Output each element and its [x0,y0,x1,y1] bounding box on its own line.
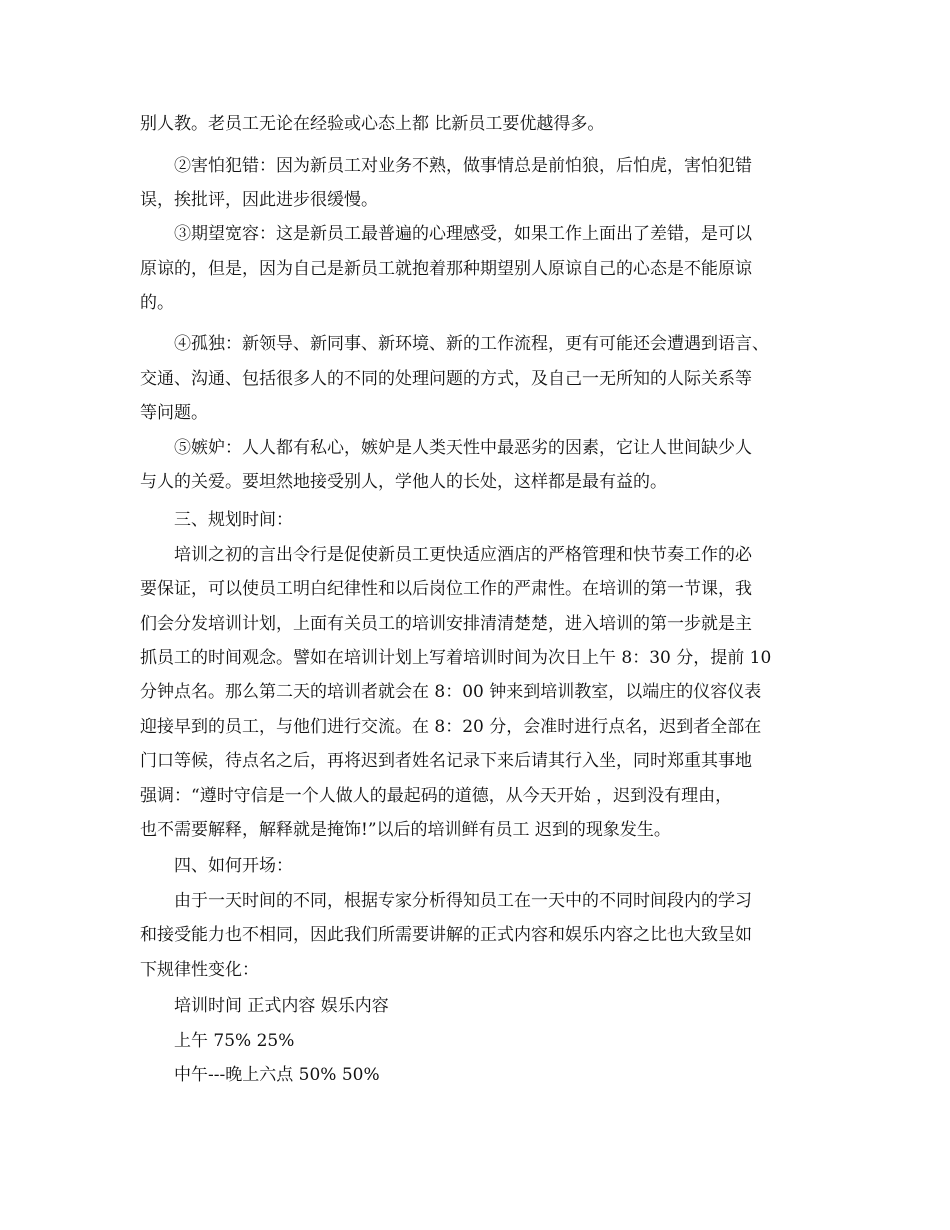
paragraph-line: 抓员工的时间观念。譬如在培训计划上写着培训时间为次日上午 8：30 分，提前 10 [140,648,772,668]
paragraph-line: 培训之初的言出令行是促使新员工更快适应酒店的严格管理和快节奏工作的必 [174,545,752,565]
paragraph-line: ②害怕犯错：因为新员工对业务不熟，做事情总是前怕狼，后怕虎，害怕犯错 [174,156,752,176]
paragraph-line: 强调：“遵时守信是一个人做人的最起码的道德，从今天开始 ，迟到没有理由， [140,786,733,806]
paragraph-line: ③期望宽容：这是新员工最普遍的心理感受，如果工作上面出了差错，是可以 [174,224,752,244]
section-heading: 三、规划时间： [174,510,293,530]
table-header-line: 培训时间 正式内容 娱乐内容 [174,996,389,1016]
paragraph-line: 迎接早到的员工，与他们进行交流。在 8：20 分，会准时进行点名，迟到者全部在 [140,717,762,737]
paragraph-line: 别人教。老员工无论在经验或心态上都 比新员工要优越得多。 [140,114,605,134]
paragraph-line: 与人的关爱。要坦然地接受别人，学他人的长处，这样都是最有益的。 [140,472,667,492]
paragraph-line: 要保证，可以使员工明白纪律性和以后岗位工作的严肃性。在培训的第一节课，我 [140,579,752,599]
table-row-line: 中午---晚上六点 50% 50% [174,1065,380,1085]
paragraph-line: ⑤嫉妒：人人都有私心，嫉妒是人类天性中最恶劣的因素，它让人世间缺少人 [174,438,752,458]
paragraph-line: 门口等候，待点名之后，再将迟到者姓名记录下来后请其行入坐，同时郑重其事地 [140,751,752,771]
paragraph-line: 原谅的，但是，因为自己是新员工就抱着那种期望别人原谅自己的心态是不能原谅 [140,259,752,279]
paragraph-line: 交通、沟通、包括很多人的不同的处理问题的方式，及自己一无所知的人际关系等 [140,369,752,389]
paragraph-line: 误，挨批评，因此进步很缓慢。 [140,190,378,210]
paragraph-line: 也不需要解释，解释就是掩饰!”以后的培训鲜有员工 迟到的现象发生。 [140,820,671,840]
paragraph-line: 等问题。 [140,403,208,423]
paragraph-line: 的。 [140,293,174,313]
paragraph-line: 下规律性变化： [140,960,259,980]
paragraph-line: 们会分发培训计划，上面有关员工的培训安排清清楚楚，进入培训的第一步就是主 [140,614,752,634]
paragraph-line: 分钟点名。那么第二天的培训者就会在 8：00 钟来到培训教室，以端庄的仪容仪表 [140,682,762,702]
paragraph-line: 由于一天时间的不同，根据专家分析得知员工在一天中的不同时间段内的学习 [174,891,752,911]
section-heading: 四、如何开场： [174,856,293,876]
paragraph-line: 和接受能力也不相同，因此我们所需要讲解的正式内容和娱乐内容之比也大致呈如 [140,925,752,945]
table-row-line: 上午 75% 25% [174,1031,295,1051]
paragraph-line: ④孤独：新领导、新同事、新环境、新的工作流程，更有可能还会遭遇到语言、 [174,334,769,354]
